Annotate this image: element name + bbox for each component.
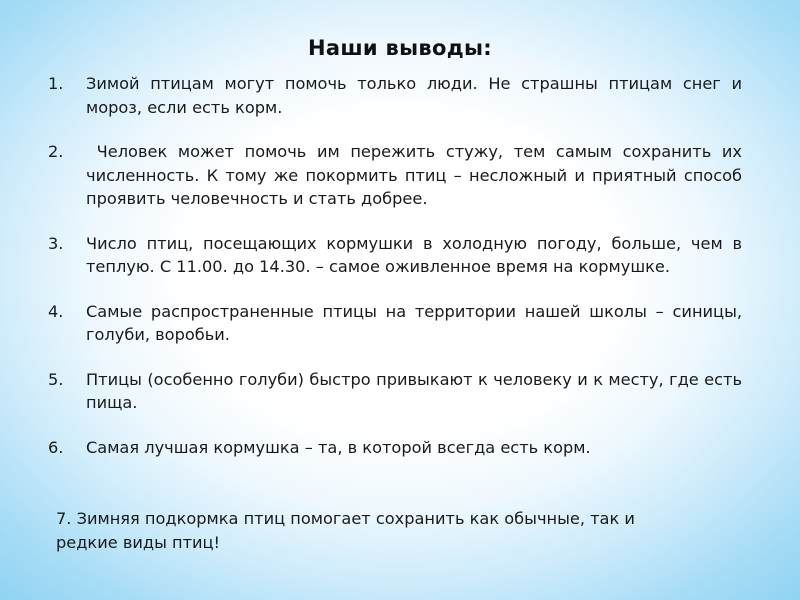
list-item bbox=[48, 368, 742, 415]
list-item-number: 4. bbox=[48, 301, 64, 321]
list-item-number: 5. bbox=[48, 369, 64, 389]
list-item-number: 2. bbox=[48, 142, 64, 161]
list-item bbox=[48, 140, 748, 211]
list-item-number: 1. bbox=[48, 74, 64, 93]
conclusions-list bbox=[48, 72, 748, 480]
list-item-text: Зимой птицам могут помочь только люди. Не страшны птицам снег и мороз, если есть корм. bbox=[86, 74, 742, 117]
slide-title: Наши выводы: bbox=[307, 36, 493, 60]
list-item bbox=[48, 232, 742, 279]
list-item-text: Человек может помочь им пережить стужу, тем самым сохранить их численность. К тому же покормить птиц – несложный и приятный способ проявить человечность и стать добрее. bbox=[86, 142, 748, 208]
list-item-number: 6. bbox=[48, 437, 64, 457]
list-item-text: Число птиц, посещающих кормушки в холодную погоду, больше, чем в теплую. С 11.00. до 14.30. – самое оживленное время на кормушке. bbox=[86, 233, 742, 276]
list-item bbox=[48, 300, 742, 347]
list-item-text: Птицы (особенно голуби) быстро привыкают к человеку и к месту, где есть пища. bbox=[86, 369, 742, 412]
list-item bbox=[48, 436, 742, 460]
list-item bbox=[48, 72, 742, 119]
list-item-text: Самая лучшая кормушка – та, в которой всегда есть корм. bbox=[86, 437, 591, 457]
list-item-text: Самые распространенные птицы на территории нашей школы – синицы, голуби, воробьи. bbox=[86, 301, 742, 344]
final-point: 7. Зимняя подкормка птиц помогает сохранить как обычные, так и редкие виды птиц! bbox=[56, 509, 635, 552]
list-item-number: 3. bbox=[48, 233, 64, 253]
